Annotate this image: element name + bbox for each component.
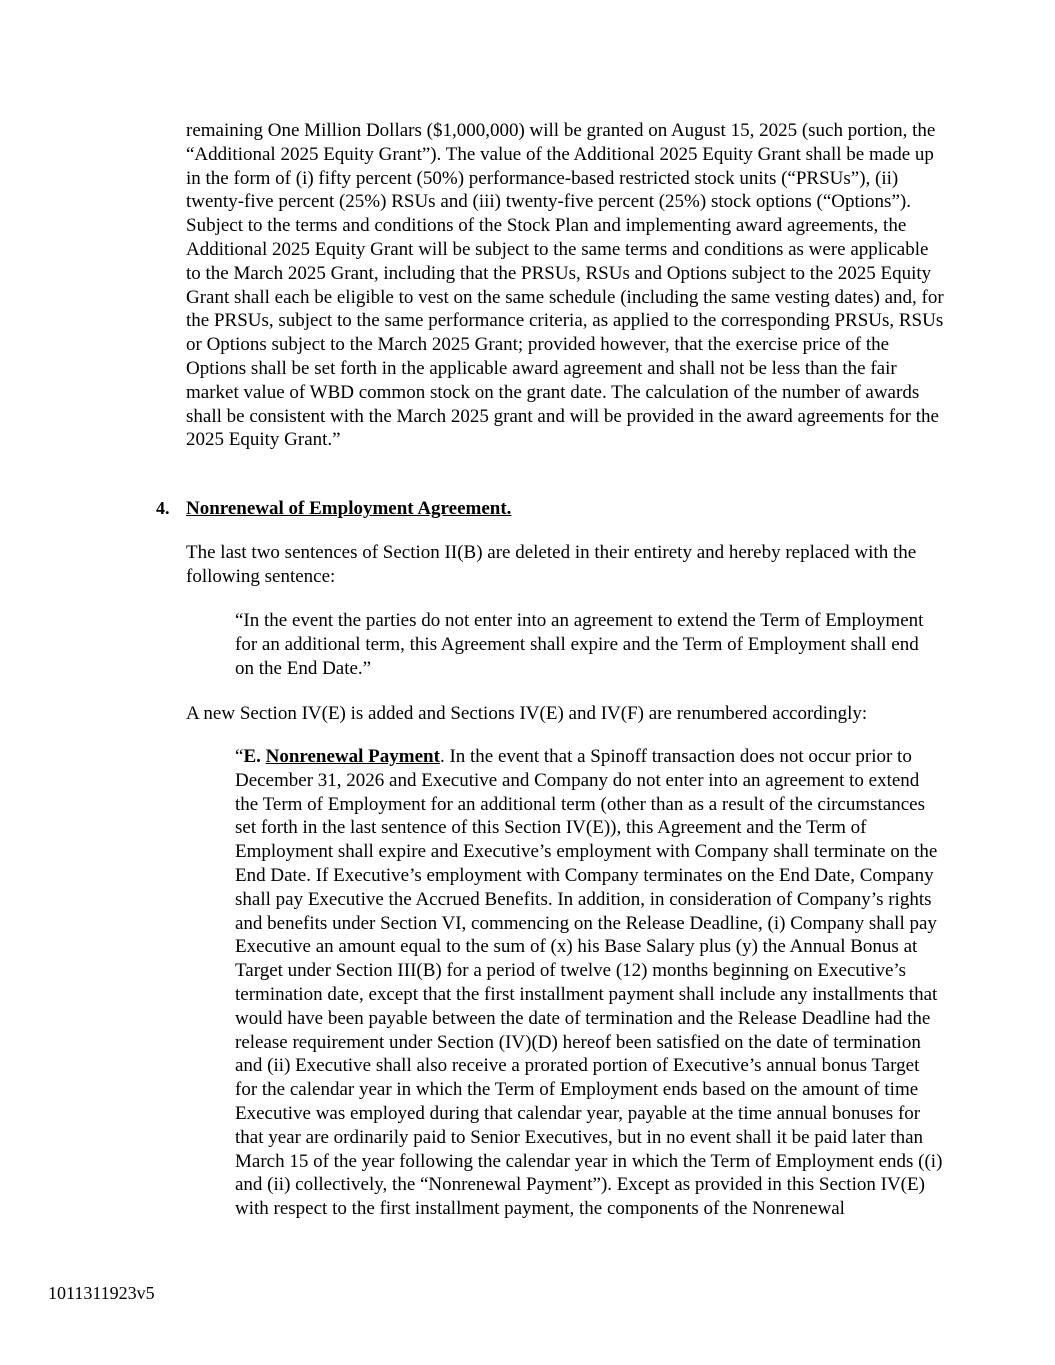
clause-heading: Nonrenewal Payment xyxy=(265,746,440,767)
section-title: Nonrenewal of Employment Agreement. xyxy=(186,498,512,519)
continuation-paragraph: remaining One Million Dollars ($1,000,000) will be granted on August 15, 2025 (such portion, the “Additional 2025 Equity Grant”). The value of the Additional 2025 Equity Grant shall be made up in the form of (i) fifty percent (50%) performance-based restricted stock units (“PRSUs”), (ii) twenty-five percent (25%) RSUs and (iii) twenty-five percent (25%) stock options (“Options”). Subject to the terms and conditions of the Stock Plan and implementing award agreements, the Additional 2025 Equity Grant will be subject to the same terms and conditions as were applicable to the March 2025 Grant, including that the PRSUs, RSUs and Options subject to the 2025 Equity Grant shall each be eligible to vest on the same schedule (including the same vesting dates) and, for the PRSUs, subject to the same performance criteria, as applied to the corresponding PRSUs, RSUs or Options subject to the March 2025 Grant; provided however, that the exercise price of the Options shall be set forth in the applicable award agreement and shall not be less than the fair market value of WBD common stock on the grant date. The calculation of the number of awards shall be consistent with the March 2025 grant and will be provided in the award agreements for the 2025 Equity Grant.” xyxy=(186,120,944,451)
intro-paragraph: The last two sentences of Section II(B) are deleted in their entirety and hereby replaced with the following sentence: xyxy=(186,542,917,587)
clause-letter: E. xyxy=(243,746,261,767)
renumber-paragraph: A new Section IV(E) is added and Sections IV(E) and IV(F) are renumbered accordingly: xyxy=(186,703,868,724)
clause-body: . In the event that a Spinoff transaction does not occur prior to December 31, 2026 and Executive and Company do not enter into an agreement to extend the Term of Employment for an additional term (other than as a result of the circumstances set forth in the last sentence of this Section IV(E)), this Agreement and the Term of Employment shall expire and Executive’s employment with Company shall terminate on the End Date. If Executive’s employment with Company terminates on the End Date, Company shall pay Executive the Accrued Benefits. In addition, in consideration of Company’s rights and benefits under Section VI, commencing on the Release Deadline, (i) Company shall pay Executive an amount equal to the sum of (x) his Base Salary plus (y) the Annual Bonus at Target under Section III(B) for a period of twelve (12) months beginning on Executive’s termination date, except that the first installment payment shall include any installments that would have been payable between the date of termination and the Release Deadline had the release requirement under Section (IV)(D) hereof been satisfied on the date of termination and (ii) Executive shall also receive a prorated portion of Executive’s annual bonus Target for the calendar year in which the Term of Employment ends based on the amount of time Executive was employed during that calendar year, payable at the time annual bonuses for that year are ordinarily paid to Senior Executives, but in no event shall it be paid later than March 15 of the year following the calendar year in which the Term of Employment ends ((i) and (ii) collectively, the “Nonrenewal Payment”). Except as provided in this Section IV(E) with respect to the first installment payment, the components of the Nonrenewal xyxy=(235,746,943,1220)
document-id: 1011311923v5 xyxy=(48,1283,155,1303)
nonrenewal-payment-clause xyxy=(235,745,945,1221)
quoted-sentence: “In the event the parties do not enter into an agreement to extend the Term of Employment for an additional term, this Agreement shall expire and the Term of Employment shall end on the End Date.” xyxy=(235,610,924,679)
clause-open-quote: “ xyxy=(235,746,244,767)
section-number: 4. xyxy=(156,498,170,518)
